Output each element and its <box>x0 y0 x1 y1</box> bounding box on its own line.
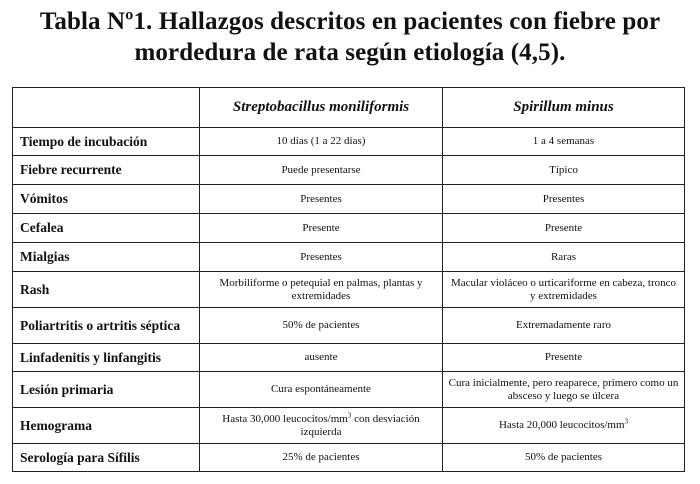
table-row <box>13 214 685 243</box>
hemograma-spirillum-sup: 3 <box>624 417 629 426</box>
cell-streptobacillus: ausente <box>200 344 443 372</box>
cell-spirillum: Raras <box>443 243 685 272</box>
row-label: Linfadenitis y linfangitis <box>13 344 200 372</box>
table-row <box>13 444 685 472</box>
row-label: Tiempo de incubación <box>13 128 200 156</box>
row-label: Vómitos <box>13 185 200 214</box>
hemograma-strepto-pre: Hasta 30,000 leucocitos/mm <box>222 412 348 425</box>
table-caption <box>0 6 700 68</box>
table-row <box>13 344 685 372</box>
header-empty <box>13 88 200 128</box>
cell-spirillum: Presentes <box>443 185 685 214</box>
cell-spirillum: 1 a 4 semanas <box>443 128 685 156</box>
row-label: Cefalea <box>13 214 200 243</box>
cell-streptobacillus: Morbiliforme o petequial en palmas, plantas y extremidades <box>200 272 443 308</box>
caption-line-2: mordedura de rata según etiología (4,5). <box>134 39 566 66</box>
table-header-row <box>13 88 685 128</box>
caption-line-1: Tabla Nº1. Hallazgos descritos en pacientes con fiebre por <box>39 8 661 35</box>
cell-streptobacillus: Puede presentarse <box>200 156 443 185</box>
cell-spirillum: Típico <box>443 156 685 185</box>
cell-spirillum: Presente <box>443 344 685 372</box>
cell-streptobacillus: 10 días (1 a 22 días) <box>200 128 443 156</box>
cell-streptobacillus: Presente <box>200 214 443 243</box>
table-row <box>13 308 685 344</box>
row-label: Lesión primaria <box>13 372 200 408</box>
cell-spirillum: Extremadamente raro <box>443 308 685 344</box>
cell-streptobacillus <box>200 408 443 444</box>
table-row <box>13 408 685 444</box>
cell-streptobacillus: Presentes <box>200 185 443 214</box>
cell-spirillum: 50% de pacientes <box>443 444 685 472</box>
header-streptobacillus: Streptobacillus moniliformis <box>200 88 443 128</box>
table-row <box>13 272 685 308</box>
row-label: Mialgias <box>13 243 200 272</box>
cell-streptobacillus: Cura espontáneamente <box>200 372 443 408</box>
header-spirillum: Spirillum minus <box>443 88 685 128</box>
table-row <box>13 156 685 185</box>
findings-table <box>12 87 685 472</box>
hemograma-strepto-post: con desviación izquierda <box>300 412 420 438</box>
cell-spirillum: Macular violáceo o urticariforme en cabeza, tronco y extremidades <box>443 272 685 308</box>
cell-spirillum: Presente <box>443 214 685 243</box>
table-row <box>13 128 685 156</box>
cell-streptobacillus: Presentes <box>200 243 443 272</box>
table-row <box>13 372 685 408</box>
cell-streptobacillus: 50% de pacientes <box>200 308 443 344</box>
row-label: Poliartritis o artritis séptica <box>13 308 200 344</box>
hemograma-strepto-sup: 3 <box>347 410 352 419</box>
cell-spirillum: Cura inicialmente, pero reaparece, primero como un absceso y luego se úlcera <box>443 372 685 408</box>
hemograma-spirillum-pre: Hasta 20,000 leucocitos/mm <box>498 419 625 431</box>
row-label: Serología para Sífilis <box>13 444 200 472</box>
row-label: Rash <box>13 272 200 308</box>
cell-streptobacillus: 25% de pacientes <box>200 444 443 472</box>
table-row <box>13 243 685 272</box>
row-label: Hemograma <box>13 408 200 444</box>
cell-spirillum <box>443 408 685 444</box>
row-label: Fiebre recurrente <box>13 156 200 185</box>
table-row <box>13 185 685 214</box>
